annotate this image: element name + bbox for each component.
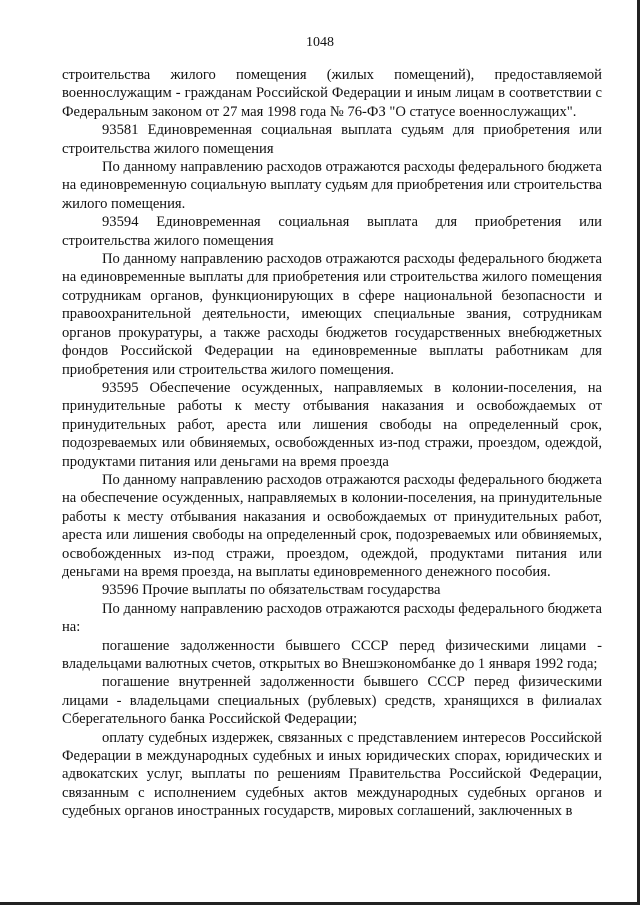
page-number: 1048 (306, 35, 334, 50)
section-heading-93581: 93581 Единовременная социальная выплата судьям для приобретения или строительства жилого помещения (62, 122, 602, 157)
paragraph-93581-description: По данному направлению расходов отражаются расходы федерального бюджета на единовременную социальную выплату судьям для приобретения или строительства жилого помещения. (62, 159, 602, 212)
paragraph-continuation: строительства жилого помещения (жилых помещений), предоставляемой военнослужащим - гражданам Российской Федерации и иным лицам в соответствии с Федеральным законом от 27 мая 1998 года № 76-ФЗ "О статусе военнослужащих". (62, 67, 602, 120)
section-heading-93595: 93595 Обеспечение осужденных, направляемых в колонии-поселения, на принудительные работы к месту отбывания наказания и освобождаемых от принудительных работ, ареста или лишения свободы на определенный срок, подозреваемых или обвиняемых, освобожденных из-под стражи, проездом, одеждой, продуктами питания или деньгами на время проезда (62, 379, 602, 470)
list-item-internal-debt: погашение внутренней задолженности бывшего СССР перед физическими лицами - владельцами специальных (рублевых) средств, хранящихся в филиалах Сберегательного банка Российской Федерации; (62, 674, 602, 728)
paragraph-93595-description: По данному направлению расходов отражаются расходы федерального бюджета на обеспечение осужденных, направляемых в колонии-поселения, на принудительные работы к месту отбывания наказания и освобождаемых от принудительных работ, ареста или лишения свободы на определенный срок, подозреваемых или обвиняемых, освобожденных из-под стражи, проездом, одеждой, продуктами питания или деньгами на время проезда, на выплаты единовременного денежного пособия. (62, 471, 602, 580)
list-item-court-costs: оплату судебных издержек, связанных с представлением интересов Российской Федерации в международных судебных и иных юридических спорах, юридических и адвокатских услуг, выплаты по решениям Правительства Российской Федерации, связанным с исполнением судебных актов международных судебных органов и судебных органов иностранных государств, мировых соглашений, заключенных в (62, 729, 602, 820)
list-item-currency-accounts: погашение задолженности бывшего СССР перед физическими лицами - владельцами валютных счетов, открытых во Внешэкономбанке до 1 января 1992 года; (62, 637, 602, 672)
paragraph-93596-intro: По данному направлению расходов отражаются расходы федерального бюджета на: (62, 600, 602, 636)
section-heading-93596: 93596 Прочие выплаты по обязательствам государства (102, 582, 441, 599)
section-heading-93594: 93594 Единовременная социальная выплата для приобретения или строительства жилого помещения (62, 214, 602, 249)
document-body (62, 66, 602, 821)
paragraph-93594-description: По данному направлению расходов отражаются расходы федерального бюджета на единовременные выплаты для приобретения или строительства жилого помещения сотрудникам органов, функционирующих в сфере национальной безопасности и правоохранительной деятельности, имеющих специальные звания, сотрудникам органов прокуратуры, а также расходы бюджетов государственных внебюджетных фондов Российской Федерации на единовременные выплаты работникам для приобретения или строительства жилого помещения. (62, 251, 602, 378)
